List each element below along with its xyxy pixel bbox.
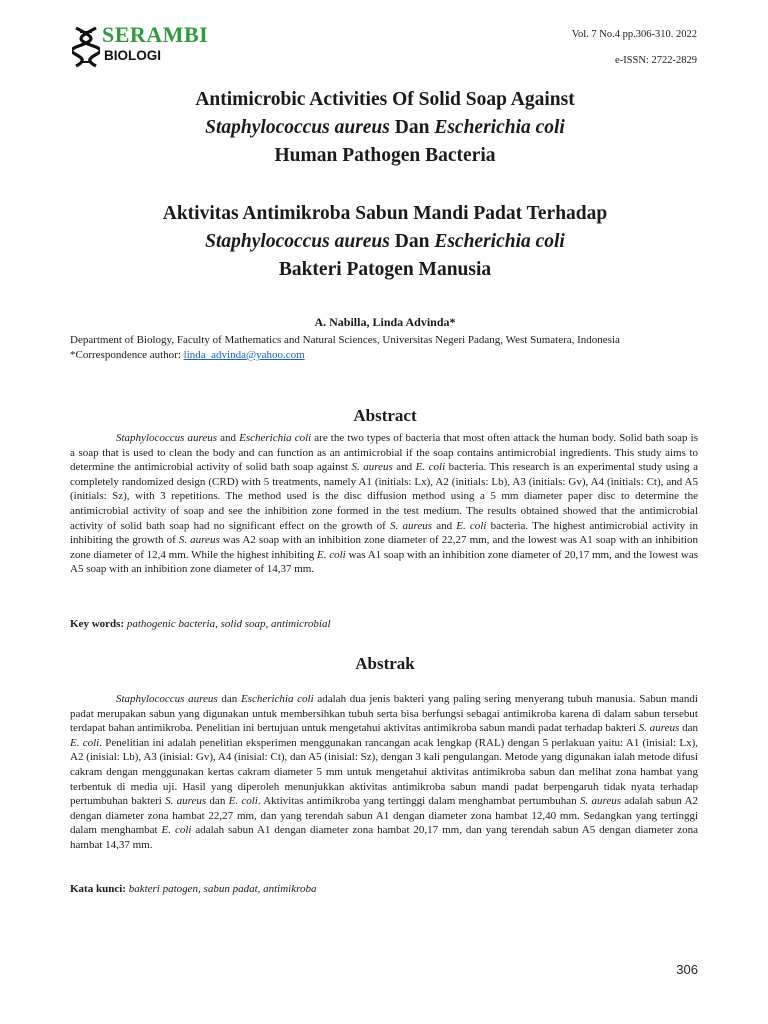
correspondence-line (70, 348, 698, 363)
species-name: E. coli (161, 824, 192, 837)
text-run: . Penelitian ini adalah penelitian eksperimen menggunakan rancangan acak lengkap (RAL) dengan 5 perlakuan yaitu: A1 (inisial: Lx), A2 (inisial: Lb), A3 (inisial: Gv), A4 (inisial: Ct), dan A5 (inisial: Sz), dengan 3 kali pengulangan. Metode yang digunakan ialah metode difusi cakram dengan menggunakan kertas cakram diameter 5 mm untuk mengetahui aktivitas antimikroba sabun dan melihat zona hambat yang terbentuk di media uji. Hasil yang diperoleh menunjukkan aktivitas antimikroba sabun mandi padat berpengaruh tidak nyata terhadap pertumbuhan bakteri (70, 736, 699, 808)
keywords-label: Key words: (70, 618, 125, 630)
title-id-line1: Aktivitas Antimikroba Sabun Mandi Padat Terhadap (162, 203, 608, 224)
dna-helix-icon (72, 26, 100, 68)
title-en-species1: Staphylococcus aureus (205, 117, 390, 138)
page-number: 306 (676, 962, 698, 977)
abstrak-heading: Abstrak (355, 654, 415, 673)
text-run: . Aktivitas antimikroba yang tertinggi dalam menghambat pertumbuhan (257, 795, 580, 808)
species-name: Staphylococcus aureus (116, 432, 218, 444)
species-name: E. coli (415, 461, 446, 474)
correspondence-label: *Correspondence author: (70, 349, 184, 361)
abstract-body (70, 431, 698, 577)
species-name: S. aureus (165, 795, 207, 808)
issn-info: e-ISSN: 2722-2829 (615, 55, 697, 66)
keywords-line (70, 617, 698, 631)
title-en-line3: Human Pathogen Bacteria (274, 145, 496, 166)
volume-info: Vol. 7 No.4 pp.306-310. 2022 (571, 29, 697, 40)
logo-wordmark-biologi: BIOLOGI (104, 48, 161, 63)
text-run: adalah sabun A2 dengan diameter zona hambat 22,27 mm, dan yang terendah sabun A1 dengan diameter zona hambat 12,40 mm. Sedangkan yang tertinggi dalam menghambat (70, 795, 699, 837)
text-run: adalah dua jenis bakteri yang paling sering menyerang tubuh manusia. Sabun mandi padat merupakan sabun yang digunakan untuk membersihkan tubuh serta bisa berfungsi sebagai antimikroba karena di dalam sabun tersebut terdapat bahan antimikroba. Penelitian ini bertujuan untuk mengetahui aktivitas antimikroba sabun mandi padat terhadap bakteri (70, 693, 698, 735)
title-id-connector: Dan (389, 231, 435, 252)
abstract-heading: Abstract (353, 406, 417, 425)
text-run: and (392, 461, 416, 474)
title-en-line2 (72, 114, 698, 142)
affiliation-text: Department of Biology, Faculty of Mathematics and Natural Sciences, Universitas Negeri Padang, West Sumatera, Indonesia (70, 334, 620, 346)
text-run: dan (679, 722, 698, 735)
text-run: was A1 soap with an inhibition zone diameter of 20,17 mm, and the lowest was A5 soap with an inhibition zone diameter of 14,37 mm. (70, 548, 698, 576)
author-list: A. Nabilla, Linda Advinda* (314, 315, 456, 329)
species-name: S. aureus (638, 722, 680, 735)
text-run: and (217, 432, 240, 444)
text-run: are the two types of bacteria that most often attack the human body. Solid bath soap is a soap that is used to clean the body and can function as an antimicrobial if the soap contains antimicrobial ingredients. This study aims to determine the antimicrobial activity of solid bath soap against (70, 432, 698, 474)
title-english (72, 86, 698, 170)
text-run: dan (217, 693, 241, 705)
correspondence-email-link[interactable]: linda_advinda@yahoo.com (183, 349, 305, 361)
affiliation-block (70, 333, 698, 363)
species-name: Staphylococcus aureus (116, 693, 218, 705)
species-name: E. coli (316, 548, 346, 561)
title-id-species1: Staphylococcus aureus (205, 231, 390, 252)
kata-kunci-label: Kata kunci: (70, 883, 126, 895)
keywords-text: pathogenic bacteria, solid soap, antimicrobial (124, 618, 331, 630)
abstrak-body (70, 692, 698, 853)
text-run: bacteria. The highest antimicrobial activity in inhibiting the growth of (70, 519, 698, 547)
title-id-species2: Escherichia coli (434, 231, 565, 252)
title-id-line3: Bakteri Patogen Manusia (278, 259, 492, 280)
species-name: Escherichia coli (240, 693, 314, 705)
title-en-connector: Dan (389, 117, 435, 138)
journal-header (0, 0, 768, 80)
journal-logo (72, 22, 222, 72)
title-id-line2 (72, 228, 698, 256)
text-run: bacteria. This research is an experimental study using a completely randomized design (CRD) with 5 treatments, namely A1 (initials: Lx), A2 (initials: Lb), A3 (initials: Gv), A4 (initials: Ct), and A5 (initials: Sz), with 3 repetitions. The method used is the disc diffusion method using a 5 mm diameter paper disc to determine the antimicrobial activity of soap and see the inhibition zone formed in the test medium. The results obtained showed that the antimicrobial activity of solid bath soap had no significant effect on the growth of (70, 461, 698, 532)
species-name: S. aureus (178, 534, 220, 547)
species-name: S. aureus (579, 795, 622, 808)
title-indonesian (72, 200, 698, 284)
text-run: and (432, 519, 457, 532)
species-name: S. aureus (390, 519, 432, 532)
species-name: Escherichia coli (239, 432, 312, 444)
text-run: adalah sabun A1 dengan diameter zona hambat 20,17 mm, dan yang terendah sabun A5 dengan diameter zona hambat 14,37 mm. (70, 824, 698, 851)
species-name: S. aureus (351, 461, 393, 474)
title-en-species2: Escherichia coli (434, 117, 565, 138)
logo-wordmark-serambi: SERAMBI (102, 22, 209, 47)
text-run: dan (206, 795, 229, 808)
species-name: E. coli (228, 795, 258, 808)
kata-kunci-text: bakteri patogen, sabun padat, antimikroba (125, 883, 317, 895)
species-name: E. coli (456, 519, 487, 532)
text-run: was A2 soap with an inhibition zone diameter of 22,27 mm, and the lowest was A1 soap with an inhibition zone diameter of 12,4 mm. While the highest inhibiting (70, 534, 698, 561)
kata-kunci-line (70, 882, 698, 896)
species-name: E. coli (70, 736, 100, 749)
title-en-line1: Antimicrobic Activities Of Solid Soap Against (195, 89, 575, 110)
